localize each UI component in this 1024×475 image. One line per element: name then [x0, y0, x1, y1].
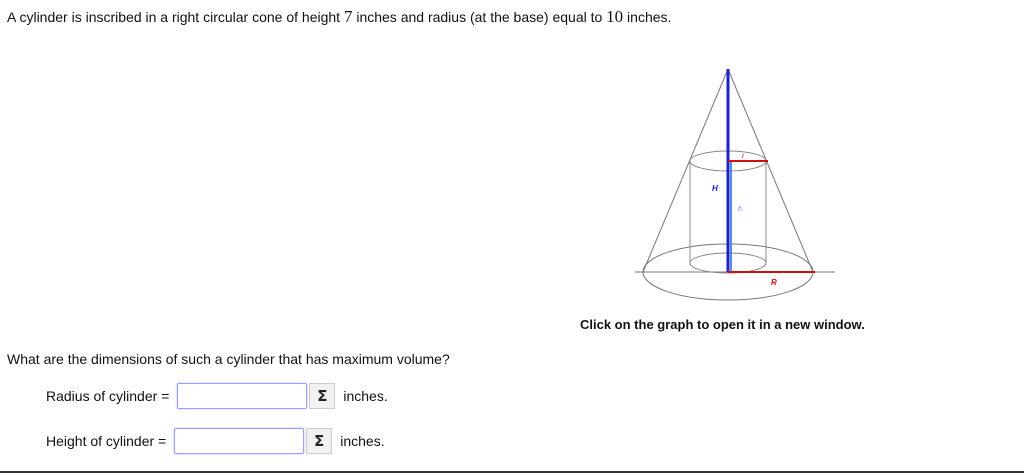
- graph-caption-link[interactable]: Click on the graph to open it in a new window.: [580, 317, 865, 332]
- bottom-divider: [0, 471, 1024, 473]
- height-answer-row: [46, 428, 385, 454]
- radius-unit: inches.: [343, 388, 388, 404]
- cone-cylinder-graph[interactable]: [630, 55, 840, 305]
- label-h: h: [738, 206, 742, 213]
- problem-text-3: inches.: [623, 9, 672, 25]
- height-label: Height of cylinder =: [46, 433, 167, 449]
- sigma-icon[interactable]: Σ: [309, 383, 335, 409]
- cone-height-value: 7: [343, 7, 353, 26]
- label-R: R: [771, 278, 777, 287]
- sigma-icon[interactable]: Σ: [306, 428, 332, 454]
- cone-radius-value: 10: [606, 7, 624, 26]
- height-input[interactable]: [174, 428, 304, 454]
- radius-label: Radius of cylinder =: [46, 388, 170, 404]
- problem-text-1: A cylinder is inscribed in a right circular cone of height: [7, 9, 344, 25]
- radius-input[interactable]: [177, 383, 307, 409]
- question-text: What are the dimensions of such a cylinder that has maximum volume?: [7, 351, 450, 367]
- label-H: H: [712, 184, 718, 193]
- label-r: r: [742, 153, 745, 160]
- radius-answer-row: [46, 383, 388, 409]
- height-unit: inches.: [340, 433, 385, 449]
- problem-text-2: inches and radius (at the base) equal to: [352, 9, 607, 25]
- problem-statement: [7, 8, 671, 26]
- cone-cylinder-diagram: [630, 55, 840, 305]
